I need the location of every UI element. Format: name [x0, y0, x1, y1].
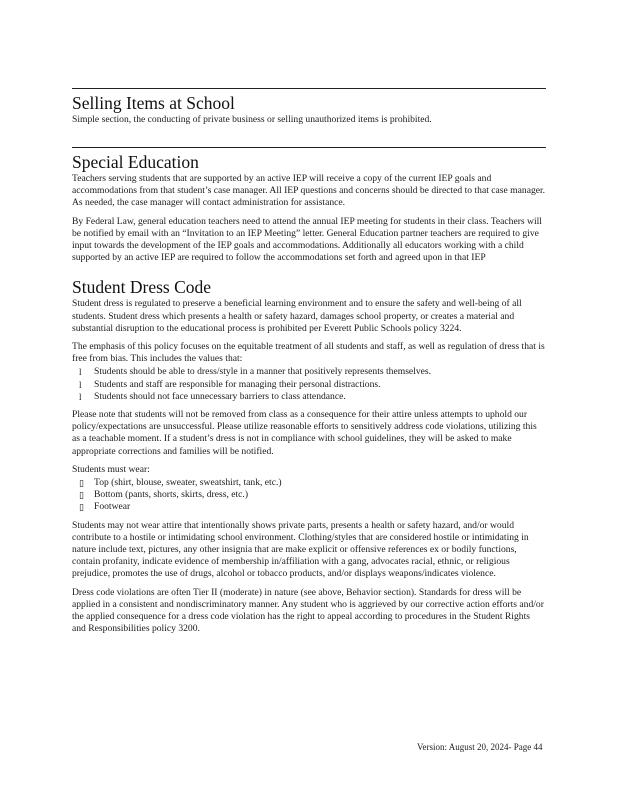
list-item-text: Top (shirt, blouse, sweater, sweatshirt, tank, etc.) — [94, 477, 282, 489]
list-item — [72, 379, 546, 391]
section-student-dress-code — [72, 278, 546, 635]
section-divider — [72, 88, 546, 89]
bullet-marker: ▯ — [79, 502, 84, 513]
paragraph: Please note that students will not be removed from class as a consequence for their attire unless attempts to uphold our policy/expectations are unsuccessful. Please utilize reasonable efforts to sensitively address code violations, utilizing this as a teachable moment. If a student’s dress is not in compliance with school guidelines, they will be asked to make appropriate corrections and families will be notified. — [72, 409, 537, 457]
paragraph: Teachers serving students that are supported by an active IEP will receive a copy of the current IEP goals and accommodations from that student’s case manager. All IEP questions and concerns should be directed to that case manager. As needed, the case manager will contact administration for assistance. — [72, 173, 546, 209]
list-item-text: Footwear — [94, 501, 131, 513]
bullet-marker: l — [79, 391, 82, 402]
section-title: Selling Items at School — [72, 93, 235, 113]
list-item — [72, 477, 546, 489]
list-item — [72, 501, 546, 513]
bullet-marker: l — [79, 379, 82, 390]
values-list — [72, 366, 546, 403]
must-wear-list — [72, 477, 546, 514]
page-footer: Version: August 20, 2024- Page 44 — [417, 742, 543, 752]
section-title: Student Dress Code — [72, 277, 212, 298]
document-page — [72, 88, 546, 642]
list-item-text: Students should be able to dress/style in a manner that positively represents themselves. — [94, 366, 432, 378]
paragraph: By Federal Law, general education teachers need to attend the annual IEP meeting for students in their class. Teachers will be notified by email with an “Invitation to an IEP Meeting” letter. General Education partner teachers are required to give input towards the development of the IEP goals and accommodations. Additionally all educators working with a child supported by an active IEP are required to follow the accommodations set forth and agreed upon in that IEP — [72, 215, 542, 264]
section-divider — [72, 147, 546, 148]
section-special-education — [72, 153, 546, 264]
list-item — [72, 391, 546, 403]
section-selling-items — [72, 94, 546, 147]
bullet-marker: l — [79, 367, 82, 378]
bullet-marker: ▯ — [79, 478, 84, 489]
list-label: Students must wear: — [72, 463, 150, 475]
section-title: Special Education — [72, 152, 199, 172]
list-item-text: Bottom (pants, shorts, skirts, dress, etc.) — [94, 489, 249, 501]
paragraph: The emphasis of this policy focuses on the equitable treatment of all students and staff, as well as regulation of dress that is free from bias. This includes the values that: — [72, 341, 545, 365]
list-item — [72, 366, 546, 378]
list-item-text: Students should not face unnecessary barriers to class attendance. — [94, 390, 346, 402]
bullet-marker: ▯ — [79, 490, 84, 501]
paragraph: Students may not wear attire that intentionally shows private parts, presents a health or safety hazard, and/or would contribute to a hostile or intimidating school environment. Clothing/styles that are considered hostile or intimidating in nature include text, pictures, any other insignia that are make explicit or offensive references ex or bodily functions, contain profanity, indicate evidence of membership in/affiliation with a gang, advocates racial, ethnic, or religious prejudice, promotes the use of drugs, alcohol or tobacco products, and/or displays weapons/indicates violence. — [72, 519, 529, 580]
list-item — [72, 489, 546, 501]
section-body: Simple section, the conducting of private business or selling unauthorized items is prohibited. — [72, 114, 432, 125]
list-item-text: Students and staff are responsible for managing their personal distractions. — [94, 378, 381, 390]
paragraph: Student dress is regulated to preserve a beneficial learning environment and to ensure the safety and well-being of all students. Student dress which presents a health or safety hazard, damages school property, or creates a material and substantial disruption to the educational process is prohibited per Everett Public Schools policy 3224. — [72, 298, 522, 334]
paragraph: Dress code violations are often Tier II (moderate) in nature (see above, Behavior section). Standards for dress will be applied in a consistent and nondiscriminatory manner. Any student who is aggrieved by our corrective action efforts and/or the applied consequence for a dress code violation has the right to appeal according to procedures in the Student Rights and Responsibilities policy 3200. — [72, 586, 544, 635]
